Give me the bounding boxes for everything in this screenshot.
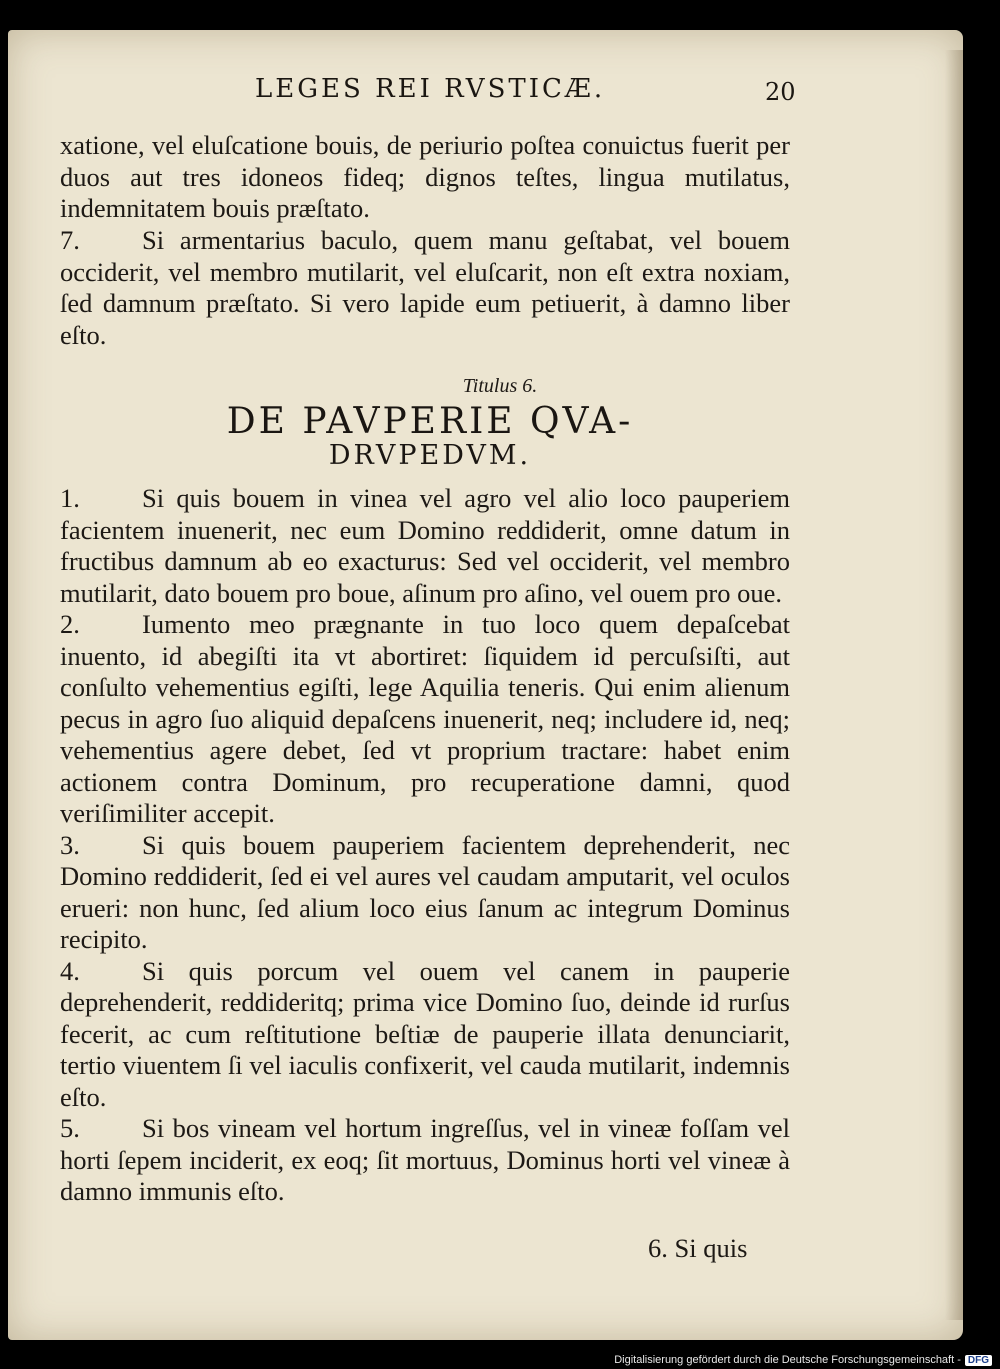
paragraph-list: [60, 483, 790, 1208]
title-heading-line1: DE PAVPERIE QVA-: [226, 401, 634, 442]
paragraph-7: [60, 225, 790, 351]
title-heading-line2: DRVPEDVM.: [328, 440, 532, 471]
running-head: LEGES REI RVSTICÆ.: [255, 74, 606, 104]
paragraph-text: Si quis porcum vel ouem vel canem in pauperie deprehenderit, reddideritq; prima vice Domino ſuo, deinde id rurſus fecerit, ac cum reſtitutione beſtiæ de pauperie illata denunciarit, tertio viuentem ſi vel iaculis confixerit, vel cauda mutilarit, indemnis eſto.: [60, 955, 790, 1112]
paragraph: [60, 609, 790, 830]
page-edge: [945, 50, 963, 1320]
paragraph-text: Iumento meo prægnante in tuo loco quem depaſcebat inuento, id abegiſti ita vt abortiret: ſiquidem id percuſsiſti, aut conſulto vehementius egiſti, lege Aquilia teneris. Qui enim alienum pecus in agro ſuo aliquid depaſcens inuenerit, neq; includere id, neq; vehementius agere debet, ſed vt proprium tractare: habet enim actionem contra Dominum, pro recuperatione damni, quod veriſimiliter accepit.: [60, 609, 790, 828]
paragraph-number: 7.: [60, 225, 80, 255]
title-label: Titulus 6.: [462, 375, 538, 397]
paragraph-text: Si quis bouem in vinea vel agro vel alio loco pauperiem facientem inuenerit, nec eum Domino reddiderit, omne datum in fructibus damnum ab eo exacturus: Sed vel occiderit, vel membro mutilarit, dato bouem pro boue, aſinum pro aſino, vel ouem pro oue.: [60, 483, 790, 608]
paragraph-number: 4.: [60, 955, 80, 986]
catchword: 6. Si quis: [648, 1233, 748, 1263]
credit-text: Digitalisierung gefördert durch die Deutsche Forschungsgemeinschaft -: [614, 1354, 961, 1366]
page-number: 20: [765, 78, 796, 106]
paragraph: [60, 956, 790, 1114]
continuation-text: xatione, vel eluſcatione bouis, de periurio poſtea conuictus fuerit per duos aut tres idoneos fideq; dignos teſtes, lingua mutilatus, indemnitatem bouis præſtato.: [60, 130, 790, 223]
paragraph-text: Si bos vineam vel hortum ingreſſus, vel in vineæ foſſam vel horti ſepem inciderit, ex eoq; ſit mortuus, Dominus horti vel vineæ à damno immunis eſto.: [60, 1113, 790, 1206]
paragraph: [60, 830, 790, 956]
paragraph-text: Si armentarius baculo, quem manu geſtabat, vel bouem occiderit, vel membro mutilarit, vel eluſcarit, non eſt extra noxiam, ſed damnum præſtato. Si vero lapide eum petiuerit, à damno liber eſto.: [60, 225, 790, 350]
paragraph-number: 3.: [60, 829, 80, 860]
paragraph-number: 1.: [60, 483, 80, 513]
paragraph-number: 2.: [60, 609, 80, 639]
paragraph-text: Si quis bouem pauperiem facientem deprehenderit, nec Domino reddiderit, ſed ei vel aures vel caudam amputarit, vel oculos erueri: non hunc, ſed alium loco eius ſanum ac integrum Dominus recipito.: [60, 829, 790, 954]
paragraph-number: 5.: [60, 1113, 80, 1143]
digitization-credit: [614, 1354, 992, 1366]
paragraph: [60, 1113, 790, 1208]
dfg-logo: DFG: [965, 1355, 992, 1366]
paragraph: [60, 483, 790, 609]
